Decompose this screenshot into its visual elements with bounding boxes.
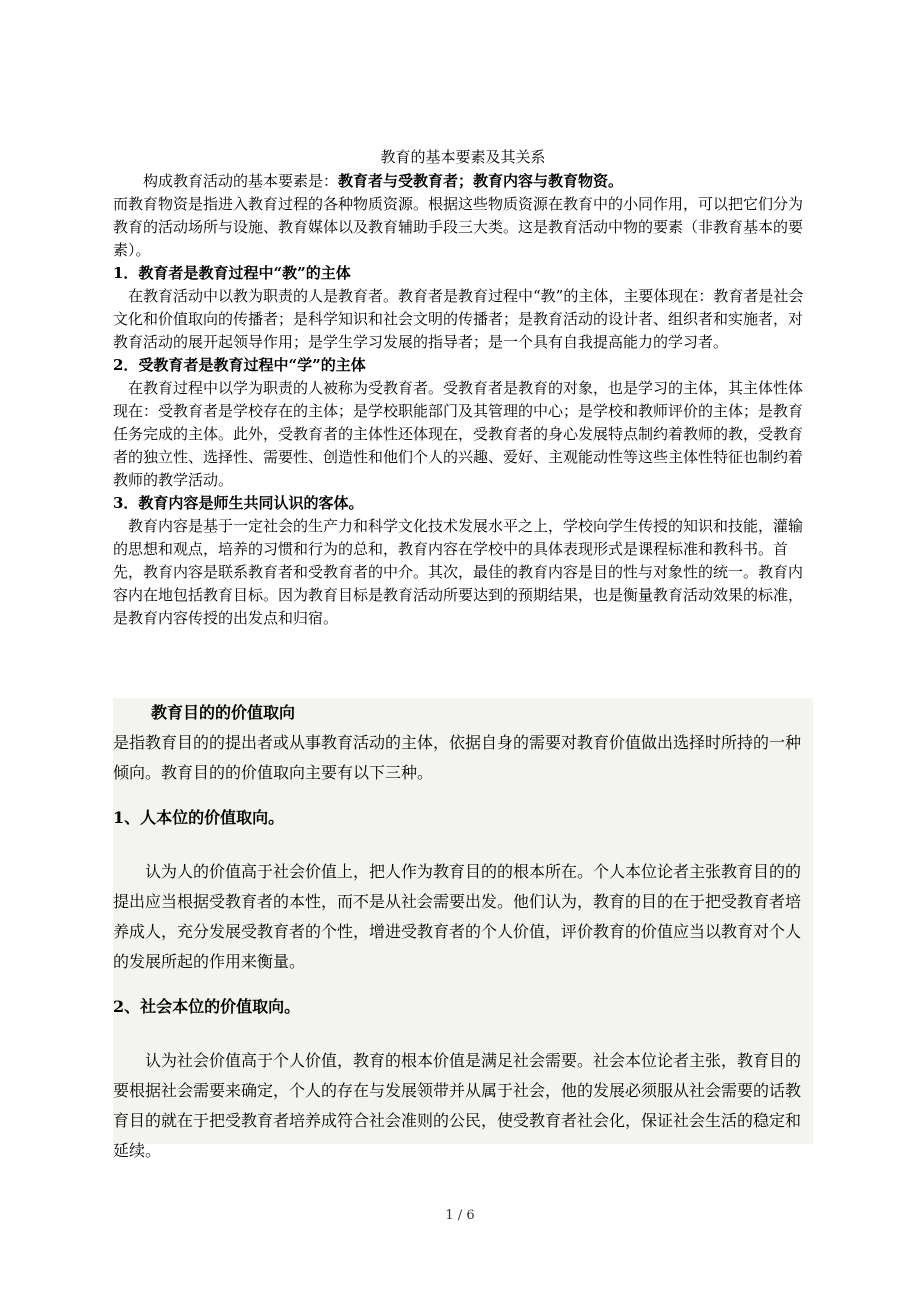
page-number: 1 / 6 [445, 1208, 475, 1223]
social-standard-body: 认为社会价值高于个人价值，教育的根本价值是满足社会需要。社会本位论者主张，教育目的要根据社会需要来确定，个人的存在与发展领带并从属于社会，他的发展必须服从社会需要的话教育目的就在于把受教育者培养成符合社会准则的公民，使受教育者社会化，保证社会生活的稳定和延续。 [113, 1051, 802, 1160]
intro-paragraph: 而教育物资是指进入教育过程的各种物质资源。根据这些物质资源在教育中的小同作用，可以把它们分为教育的活动场所与设施、教育媒体以及教育辅助手段三大类。这是教育活动中物的要素（非教育基本的要素）。 [113, 195, 804, 259]
section-3-heading: 3．教育内容是师生共同认识的客体。 [113, 494, 364, 512]
section-2-heading: 2．受教育者是教育过程中“学”的主体 [113, 356, 366, 374]
individual-standard-body: 认为人的价值高于社会价值上，把人作为教育目的的根本所在。个人本位论者主张教育目的的提出应当根据受教育者的本性，而不是从社会需要出发。他们认为，教育的目的在于把受教育者培养成人，充分发展受教育者的个性，增进受教育者的个人价值，评价教育的价值应当以教育对个人的发展所起的作用来衡量。 [113, 862, 802, 971]
value-orientation-section [113, 698, 813, 1160]
value-orientation-intro: 是指教育目的的提出者或从事教育活动的主体，依据自身的需要对教育价值做出选择时所持的一种倾向。教育目的的价值取向主要有以下三种。 [113, 733, 802, 782]
section-2-body: 在教育过程中以学为职责的人被称为受教育者。受教育者是教育的对象，也是学习的主体，其主体性体现在：受教育者是学校存在的主体；是学校职能部门及其管理的中心；是学校和教师评价的主体；是教育任务完成的主体。此外，受教育者的主体性还体现在，受教育者的身心发展特点制约着教师的教，受教育者的独立性、选择性、需要性、创造性和他们个人的兴趣、爱好、主观能动性等这些主体性特征也制约着教师的教学活动。 [113, 379, 804, 489]
intro-bold: 教育者与受教育者；教育内容与教育物资。 [338, 172, 624, 190]
section-3-body: 教育内容是基于一定社会的生产力和科学文化技术发展水平之上，学校向学生传授的知识和技能，灌输的思想和观点，培养的习惯和行为的总和，教育内容在学校中的具体表现形式是课程标准和教科书。首先，教育内容是联系教育者和受教育者的中介。其次，最佳的教育内容是目的性与对象性的统一。教育内容内在地包括教育目标。因为教育目标是教育活动所要达到的预期结果，也是衡量教育活动效果的标准，是教育内容传授的出发点和归宿。 [113, 517, 804, 627]
section-1-body: 在教育活动中以教为职责的人是教育者。教育者是教育过程中“教”的主体，主要体现在：教育者是社会文化和价值取向的传播者；是科学知识和社会文明的传播者；是教育活动的设计者、组织者和实施者，对教育活动的展开起领导作用；是学生学习发展的指导者；是一个具有自我提高能力的学习者。 [113, 287, 804, 351]
individual-standard-heading: 1、人本位的价值取向。 [113, 808, 285, 827]
value-orientation-heading: 教育目的的价值取向 [151, 703, 296, 722]
page-title: 教育的基本要素及其关系 [380, 148, 546, 166]
intro-line [113, 170, 813, 193]
section-1-heading: 1．教育者是教育过程中“教”的主体 [113, 264, 351, 282]
social-standard-heading: 2、社会本位的价值取向。 [113, 997, 301, 1016]
intro-section [113, 170, 813, 630]
intro-prefix: 构成教育活动的基本要素是： [143, 172, 339, 190]
